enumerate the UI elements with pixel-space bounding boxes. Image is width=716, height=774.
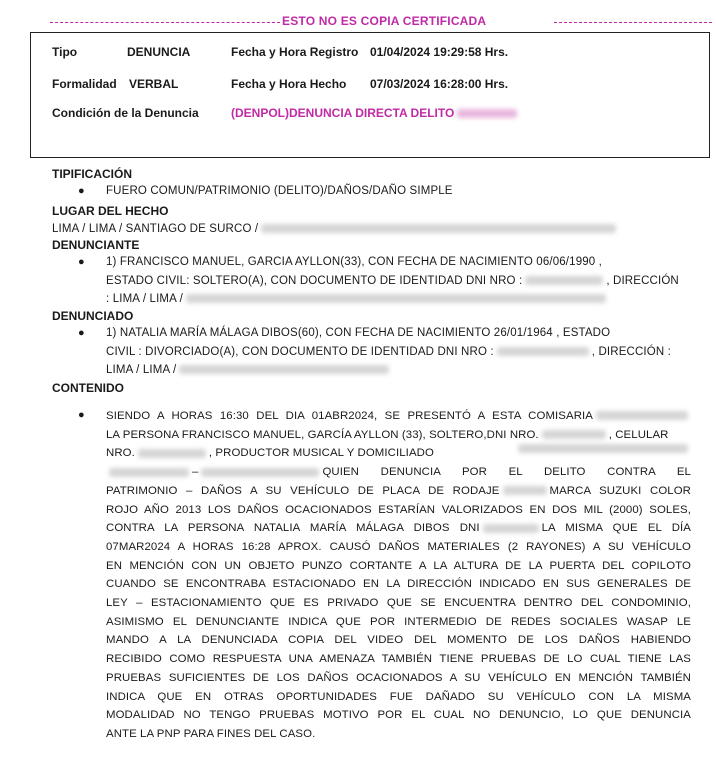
tipo-label: Tipo	[52, 45, 78, 59]
contenido-paragraph	[106, 407, 691, 744]
contenido-p5b: MARCA SUZUKI COLOR	[549, 484, 691, 497]
denunciado-line3-value: LIMA / LIMA /	[106, 364, 177, 376]
contenido-p3a: NRO.	[106, 447, 135, 460]
contenido-p2b: , CELULAR	[608, 428, 669, 441]
contenido-line	[106, 407, 691, 426]
bullet-icon: ●	[78, 409, 85, 421]
redacted-block	[525, 276, 603, 285]
tipificacion-item: FUERO COMUN/PATRIMONIO (DELITO)/DAÑOS/DAÑO SIMPLE	[106, 185, 453, 197]
bullet-icon: ●	[78, 256, 85, 268]
hecho-label: Fecha y Hora Hecho	[231, 77, 347, 91]
denunciado-line1: 1) NATALIA MARÍA MÁLAGA DIBOS(60), CON FECHA DE NACIMIENTO 26/01/1964 , ESTADO	[106, 327, 611, 339]
redacted-block	[503, 486, 547, 495]
contenido-line	[106, 482, 691, 501]
denunciado-line2a: CIVIL : DIVORCIADO(A), CON DOCUMENTO DE IDENTIDAD DNI NRO :	[106, 346, 494, 358]
contenido-line	[106, 426, 691, 445]
condicion-label: Condición de la Denuncia	[52, 106, 199, 120]
denunciado-line2b: , DIRECCIÓN :	[591, 346, 672, 358]
contenido-p7a: CONTRA LA PERSONA NATALIA MARÍA MÁLAGA DIBOS DNI	[106, 522, 480, 535]
condicion-value	[231, 106, 520, 120]
banner-dashes-left	[50, 22, 280, 23]
denunciante-line1: 1) FRANCISCO MANUEL, GARCIA AYLLON(33), CON FECHA DE NACIMIENTO 06/06/1990 ,	[106, 256, 603, 268]
lugar-text-value: LIMA / LIMA / SANTIAGO DE SURCO /	[52, 223, 259, 235]
contenido-p3b: , PRODUCTOR MUSICAL Y DOMICILIADO	[208, 447, 434, 460]
tipo-value: DENUNCIA	[127, 45, 191, 59]
contenido-p1: SIENDO A HORAS 16:30 DEL DIA 01ABR2024, SE PRESENTÓ A ESTA COMISARIA	[106, 410, 593, 422]
banner-title: ESTO NO ES COPIA CERTIFICADA	[282, 14, 487, 28]
redacted-block	[483, 524, 539, 533]
denunciado-line2	[106, 346, 671, 358]
contenido-line	[106, 463, 691, 482]
contenido-line: PRUEBAS SUFICIENTES DE LOS DAÑOS OCACIONADOS A SU VEHÍCULO EN MENCIÓN TAMBIÉN	[106, 671, 691, 684]
redacted-block	[109, 468, 189, 477]
redacted-block	[542, 430, 606, 439]
banner-dashes-right	[554, 22, 712, 23]
copy-notice-banner	[50, 13, 712, 33]
redacted-block	[518, 444, 688, 453]
contenido-p5a: PATRIMONIO – DAÑOS A SU VEHÍCULO DE PLACA DE RODAJE	[106, 484, 500, 497]
contenido-line: MANDO A LA DENUNCIADA COPIA DEL VIDEO DEL MOMENTO DE LOS DAÑOS HABIENDO	[106, 634, 691, 647]
registro-value: 01/04/2024 19:29:58 Hrs.	[370, 45, 509, 59]
contenido-p4b: QUIEN DENUNCIA POR EL DELITO CONTRA EL	[322, 466, 691, 479]
redacted-block	[201, 468, 319, 477]
contenido-line: ANTE LA PNP PARA FINES DEL CASO.	[106, 727, 316, 740]
formalidad-value: VERBAL	[129, 77, 179, 91]
registro-label: Fecha y Hora Registro	[231, 45, 359, 59]
denunciante-line3-value: : LIMA / LIMA /	[106, 293, 184, 305]
bullet-icon: ●	[78, 185, 85, 197]
redacted-block	[497, 347, 589, 356]
contenido-p4a: –	[192, 466, 199, 479]
contenido-title: CONTENIDO	[52, 381, 124, 395]
contenido-line: INDICA QUE EN OTRAS OPORTUNIDADES FUE DAÑADO SU VEHÍCULO CON LA MISMA	[106, 690, 691, 703]
redacted-block	[261, 224, 616, 233]
bullet-icon: ●	[78, 327, 85, 339]
contenido-line: CUANDO SE ENCONTRABA ESTACIONADO EN LA DIRECCIÓN INDICADO EN SUS GENERALES DE	[106, 578, 691, 591]
formalidad-label: Formalidad	[52, 77, 117, 91]
redacted-block	[186, 294, 606, 303]
redacted-block	[138, 449, 206, 458]
tipificacion-title: TIPIFICACIÓN	[52, 167, 132, 181]
redacted-block	[457, 109, 517, 118]
contenido-line: LEY – ESTACIONAMIENTO QUE ES PRIVADO QUE SE ENCUENTRA DENTRO DEL CONDOMINIO,	[106, 597, 691, 610]
contenido-line	[106, 444, 691, 463]
contenido-line: 07MAR2024 A HORAS 16:28 APROX. CAUSÓ DAÑOS MATERIALES (2 RAYONES) A SU VEHÍCULO	[106, 540, 691, 553]
denunciado-line3	[106, 364, 392, 376]
hecho-value: 07/03/2024 16:28:00 Hrs.	[370, 77, 509, 91]
contenido-line	[106, 519, 691, 538]
contenido-line: RECIBIDO COMO RESPUESTA UNA AMENAZA TAMBIÉN TIENE PRUEBAS DE LO CUAL TIENE LAS	[106, 653, 691, 666]
contenido-p7b: LA MISMA QUE EL DÍA	[541, 522, 691, 535]
denunciante-line2b: , DIRECCIÓN	[606, 275, 679, 287]
contenido-p2a: LA PERSONA FRANCISCO MANUEL, GARCÍA AYLLON (33), SOLTERO,DNI NRO.	[106, 428, 539, 441]
contenido-line: EN MENCIÓN CON UN OBJETO PUNZO CORTANTE A LA ALTURA DE LA PUERTA DEL COPILOTO	[106, 559, 691, 572]
lugar-text	[52, 223, 619, 235]
contenido-line: MODALIDAD NO TENGO PRUEBAS MOTIVO POR EL CUAL NO DENUNCIO, LO QUE DENUNCIA	[106, 709, 691, 722]
redacted-block	[596, 411, 688, 420]
redacted-block	[179, 365, 389, 374]
contenido-line: ROJO AÑO 2013 LOS DAÑOS OCACIONADOS ESTARÍAN VALORIZADOS EN DOS MIL (2000) SOLES,	[106, 503, 691, 516]
denunciante-title: DENUNCIANTE	[52, 238, 140, 252]
lugar-title: LUGAR DEL HECHO	[52, 204, 169, 218]
denunciante-line2a: ESTADO CIVIL: SOLTERO(A), CON DOCUMENTO DE IDENTIDAD DNI NRO :	[106, 275, 523, 287]
denunciante-line2	[106, 275, 679, 287]
denunciado-title: DENUNCIADO	[52, 309, 134, 323]
denunciante-line3	[106, 293, 609, 305]
contenido-line: ASIMISMO EL DENUNCIANTE INDICA QUE POR INTERMEDIO DE REDES SOCIALES WASAP LE	[106, 615, 691, 628]
condicion-value-text: (DENPOL)DENUNCIA DIRECTA DELITO	[231, 106, 455, 120]
